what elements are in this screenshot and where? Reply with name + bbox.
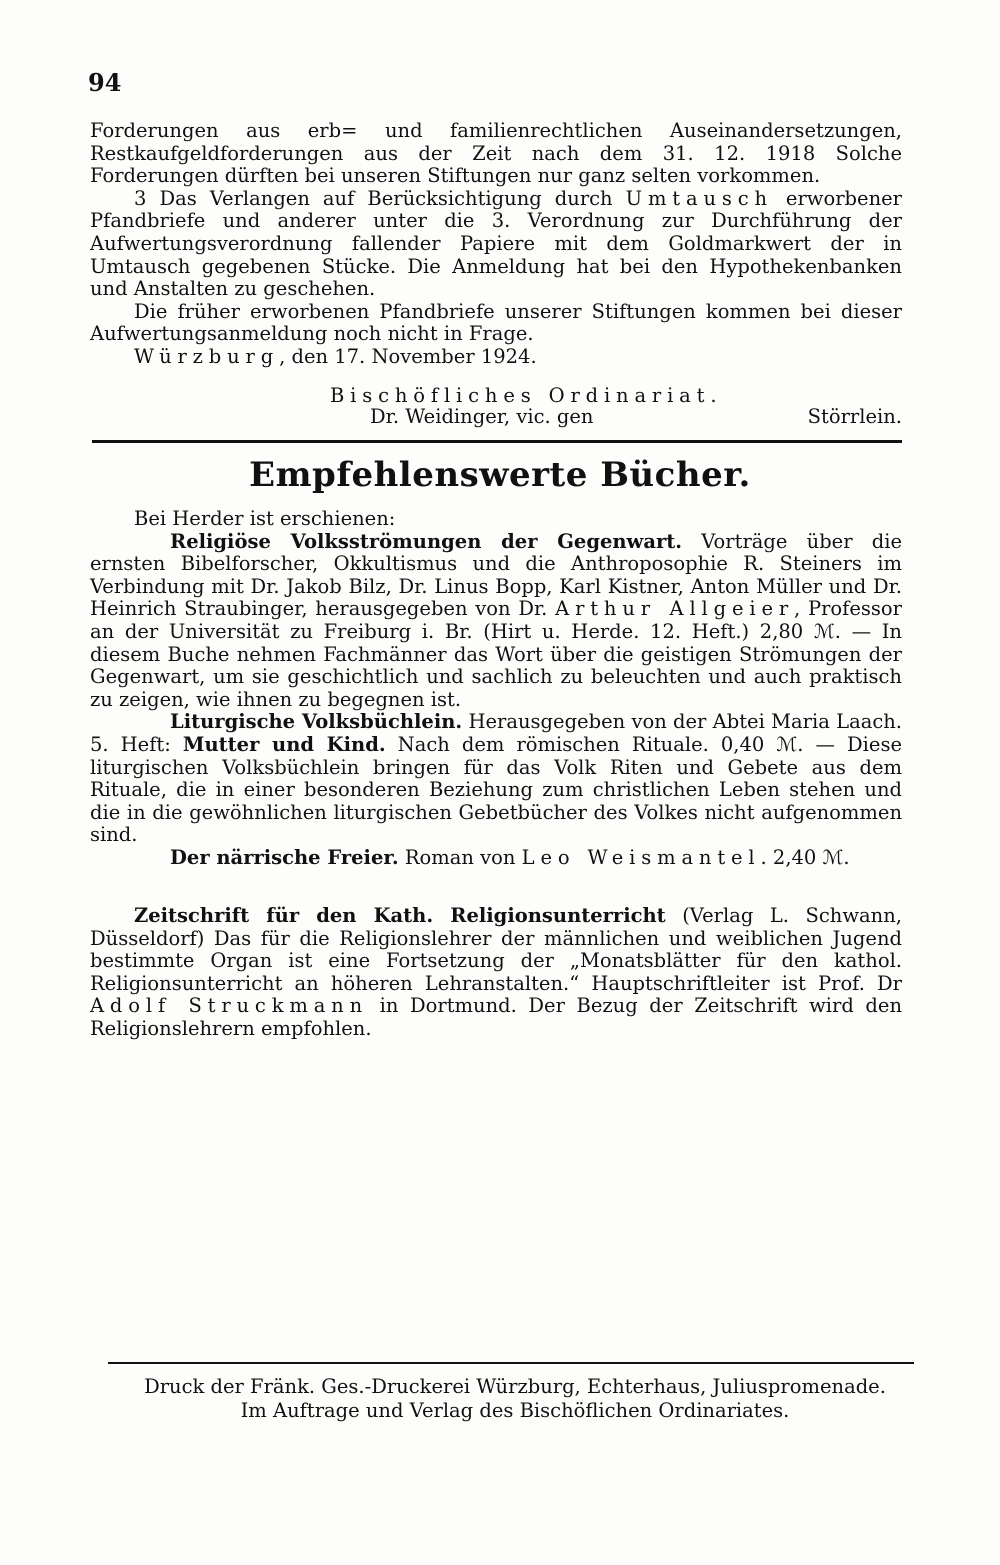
- spaced-word-umtausch: Umtausch: [625, 186, 773, 210]
- paragraph-claims: Forderungen aus erb= und familienrechtlichen Auseinandersetzungen, Restkaufgeldforderungen aus der Zeit nach dem 31. 12. 1918 Solche Forderungen dürften bei unseren Stiftungen nur ganz selten vorkommen.: [90, 119, 902, 188]
- top-text-block: [90, 120, 902, 369]
- book-entry-2: Liturgische Volksbüchlein. Herausgegeben von der Abtei Maria Laach. 5. Heft: Mutter und Kind. Nach dem römischen Rituale. 0,40 ℳ. — Diese liturgischen Volksbüchlein bringen für das Volk Riten und Gebete aus dem Rituale, die in einer besonderen Beziehung zum christlichen Leben stehen und die in die gewöhnlichen liturgischen Gebetbücher des Volkes nicht aufgenommen sind.: [90, 710, 903, 847]
- book-title: Religiöse Volksströmungen der Gegenwart.: [170, 529, 683, 553]
- section-divider: [92, 440, 902, 443]
- books-intro: Bei Herder ist erschienen:: [134, 507, 396, 530]
- book-title: Liturgische Volksbüchlein.: [170, 710, 463, 734]
- journal-entry: Zeitschrift für den Kath. Religionsunterricht (Verlag L. Schwann, Düsseldorf) Das für die Religionslehrer der männlichen und weiblichen Jugend bestimmte Organ ist eine Fortsetzung der „Monatsblätter für den kathol. Religionsunterricht an höheren Lehranstalten.“ Hauptschriftleiter ist Prof. Dr Adolf Struckmann in Dortmund. Der Bezug der Zeitschrift wird den Religionslehrern empfohlen.: [90, 904, 903, 1040]
- author-name: Leo Weismantel: [521, 845, 761, 869]
- section-heading: Empfehlenswerte Bücher.: [249, 455, 751, 495]
- signer-weidinger: Dr. Weidinger, vic. gen: [370, 405, 594, 428]
- dateline: Würzburg, den 17. November 1924.: [134, 344, 537, 368]
- imprint-line-1: Druck der Fränk. Ges.-Druckerei Würzburg, Echterhaus, Juliuspromenade.: [144, 1375, 886, 1398]
- books-block: [90, 508, 902, 870]
- footer-divider: [108, 1362, 914, 1364]
- imprint-footer: [110, 1375, 920, 1423]
- book-title: Der närrische Freier.: [170, 845, 399, 869]
- place-name: Würzburg: [134, 344, 280, 368]
- signer-stoerrlein: Störrlein.: [807, 405, 902, 428]
- paragraph-exchange: 3 Das Verlangen auf Berücksichtigung durch Umtausch erworbener Pfandbriefe und anderer unter die 3. Verordnung zur Durchführung der Aufwertungsverordnung fallender Papiere mit dem Goldmarkwert der in Umtausch gegebenen Stücke. Die Anmeldung hat bei den Hypothekenbanken und Anstalten zu geschehen.: [90, 186, 902, 301]
- book-subtitle: Mutter und Kind.: [182, 732, 386, 756]
- book-entry-1: Religiöse Volksströmungen der Gegenwart. Vorträge über die ernsten Bibelforscher, Okkultismus und die Anthroposophie R. Steiners im Verbindung mit Dr. Jakob Bilz, Dr. Linus Bopp, Karl Kistner, Anton Müller und Dr. Heinrich Straubinger, herausgegeben von Dr. Arthur Allgeier, Professor an der Universität zu Freiburg i. Br. (Hirt u. Herde. 12. Heft.) 2,80 ℳ. — In diesem Buche nehmen Fachmänner das Wort über die geistigen Strömungen der Gegenwart, um sie geschichtlich und sachlich zu beleuchten und auch praktisch zu zeigen, wie ihnen zu begegnen ist.: [90, 529, 903, 711]
- paragraph-pfandbriefe: Die früher erworbenen Pfandbriefe unserer Stiftungen kommen bei dieser Aufwertungsanmeldung noch nicht in Frage.: [90, 299, 902, 346]
- page-number: 94: [88, 68, 122, 97]
- journal-editor: Adolf Struckmann: [90, 994, 369, 1018]
- journal-block: [90, 905, 902, 1041]
- imprint-line-2: Im Auftrage und Verlag des Bischöflichen Ordinariates.: [240, 1399, 790, 1422]
- book-entry-3: Der närrische Freier. Roman von Leo Weismantel. 2,40 ℳ.: [170, 845, 850, 869]
- journal-title: Zeitschrift für den Kath. Religionsunterricht: [134, 904, 666, 927]
- office-signature: Bischöfliches Ordinariat.: [330, 384, 723, 407]
- editor-name: Arthur Allgeier: [555, 597, 795, 621]
